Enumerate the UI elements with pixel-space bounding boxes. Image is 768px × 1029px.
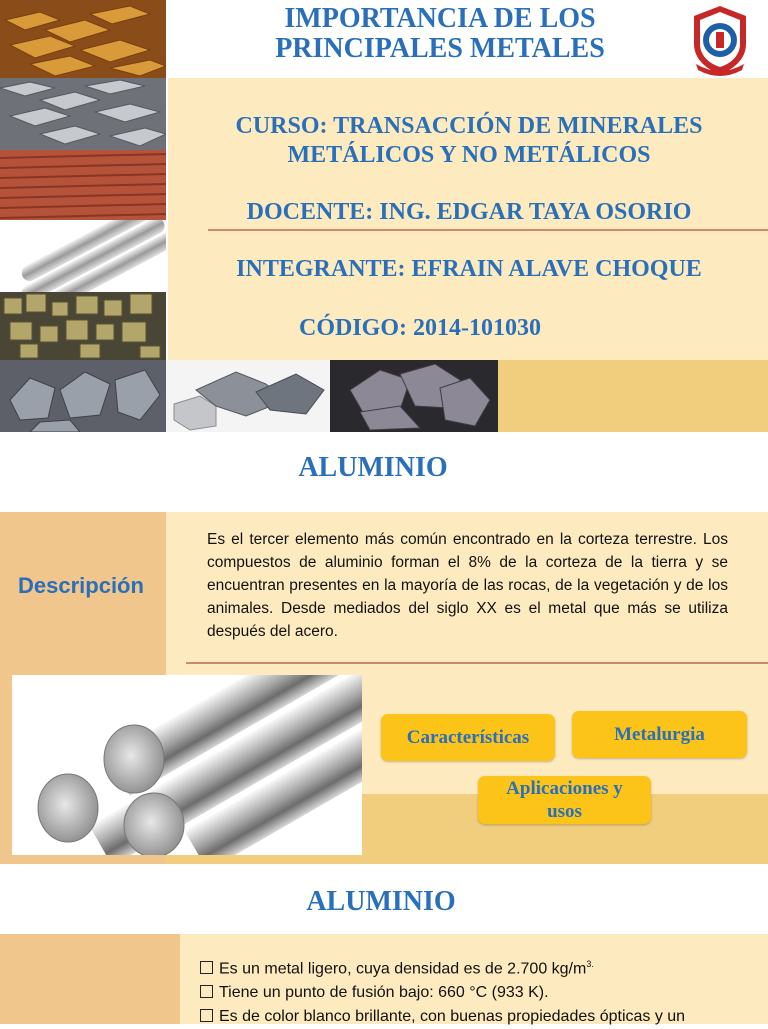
properties-list	[200, 952, 768, 1029]
zinc-ore-graphic	[0, 360, 166, 432]
university-seal-logo	[688, 4, 752, 76]
checkbox-bullet-icon	[200, 985, 213, 998]
bullet-text: Tiene un punto de fusión bajo: 660 °C (933 K).	[219, 984, 549, 1002]
list-item	[200, 952, 768, 981]
title-line-1: IMPORTANCIA DE LOS	[284, 3, 596, 34]
list-item	[200, 981, 768, 1005]
aplicaciones-button[interactable]	[478, 776, 651, 824]
list-item	[200, 1005, 768, 1029]
description-label: Descripción	[18, 573, 144, 598]
crystal-ore-graphic	[330, 360, 498, 432]
pyrite-cubes-photo	[0, 292, 166, 360]
properties-side-panel	[0, 934, 180, 1024]
section-heading-aluminio-2: ALUMINIO	[306, 886, 456, 917]
teacher-name: DOCENTE: ING. EDGAR TAYA OSORIO	[246, 199, 692, 225]
pyrite-cubes-graphic	[0, 292, 166, 360]
silver-ingots-graphic	[0, 78, 166, 150]
metal-cube-graphic	[166, 360, 330, 432]
steel-rods-graphic	[0, 220, 166, 292]
divider	[186, 662, 768, 664]
course-name	[170, 112, 768, 170]
section-heading-aluminio: ALUMINIO	[298, 452, 448, 483]
course-line-2: METÁLICOS Y NO METÁLICOS	[287, 142, 651, 168]
student-code: CÓDIGO: 2014-101030	[299, 315, 541, 341]
header-gold-band	[498, 360, 768, 432]
caracteristicas-button[interactable]	[381, 714, 555, 761]
divider	[208, 229, 768, 231]
checkbox-bullet-icon	[200, 961, 213, 974]
steel-rods-photo	[0, 220, 166, 292]
title-line-2: PRINCIPALES METALES	[275, 33, 605, 64]
bullet-text: Es de color blanco brillante, con buenas propiedades ópticas y un	[219, 1008, 686, 1026]
metalurgia-label: Metalurgia	[614, 723, 705, 745]
gold-bars-photo	[0, 0, 166, 78]
copper-sheets-photo	[0, 150, 166, 220]
seal-graphic	[688, 4, 752, 76]
description-paragraph: Es el tercer elemento más común encontrado en la corteza terrestre. Los compuestos de aluminio forman el 8% de la corteza de la tierra y se encuentran presentes en la mayoría de las rocas, de la vegetación y de los animales. Desde mediados del siglo XX es el metal que más se utiliza después del acero.	[207, 531, 728, 640]
zinc-ore-photo	[0, 360, 166, 432]
student-name: INTEGRANTE: EFRAIN ALAVE CHOQUE	[236, 256, 702, 282]
caracteristicas-label: Características	[406, 726, 530, 748]
crystal-ore-photo	[330, 360, 498, 432]
aluminum-rods-graphic	[12, 675, 362, 855]
bullet-superscript: 3.	[586, 959, 594, 969]
gold-bars-graphic	[0, 0, 166, 78]
silver-ingots-photo	[0, 78, 166, 150]
aluminum-rods-photo	[12, 675, 362, 855]
metalurgia-button[interactable]	[572, 711, 747, 758]
course-line-1: CURSO: TRANSACCIÓN DE MINERALES	[235, 113, 703, 139]
aplicaciones-label-line-1: Aplicaciones y	[506, 778, 623, 799]
copper-sheets-graphic	[0, 150, 166, 220]
metal-cube-photo	[166, 360, 330, 432]
bullet-text: Es un metal ligero, cuya densidad es de 2.700 kg/m	[219, 960, 587, 978]
page-title	[200, 4, 680, 64]
checkbox-bullet-icon	[200, 1009, 213, 1022]
aplicaciones-label-line-2: usos	[547, 801, 582, 822]
